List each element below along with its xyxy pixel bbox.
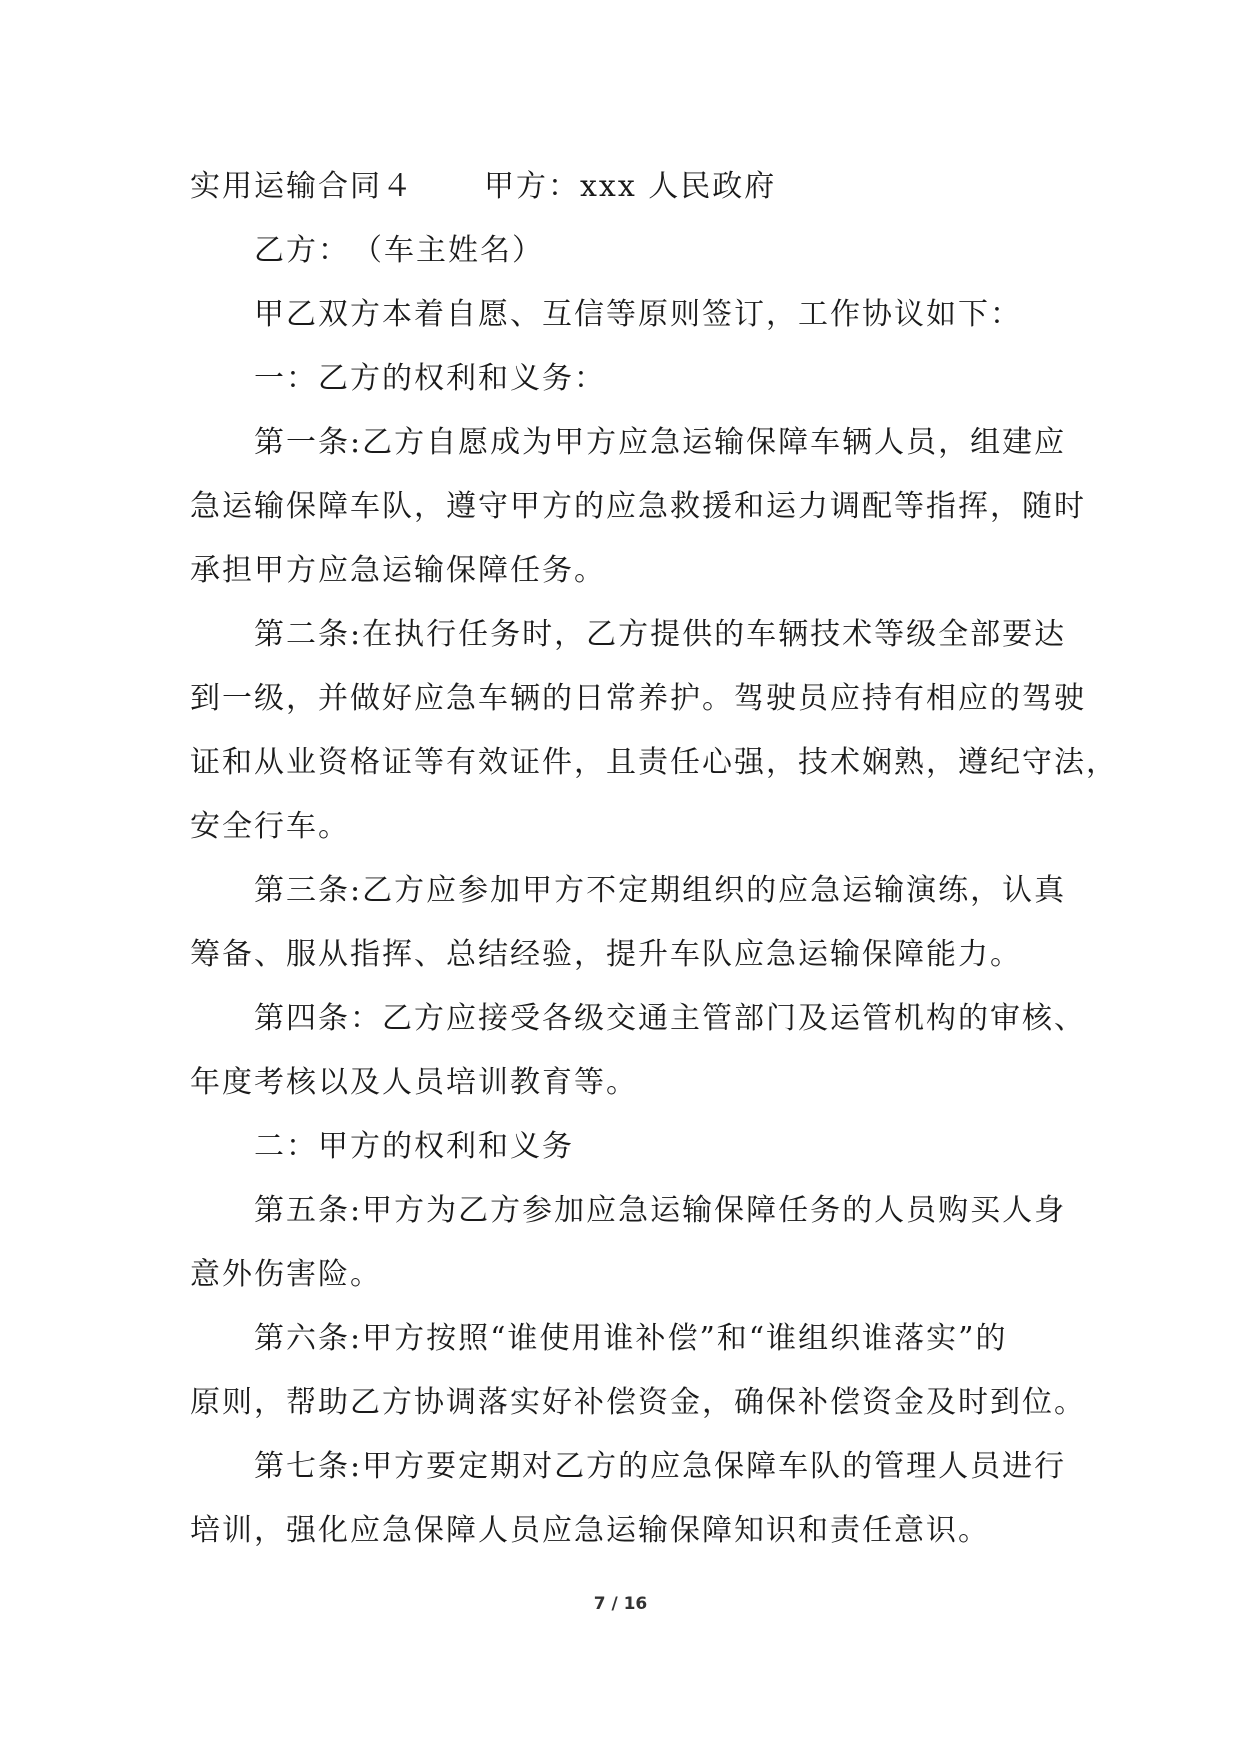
article-line: 急运输保障车队，遵守甲方的应急救援和运力调配等指挥，随时 (190, 489, 1086, 524)
intro-paragraph: 甲乙双方本着自愿、互信等原则签订，工作协议如下： (254, 297, 1022, 332)
document-body (190, 155, 1118, 1563)
article-line: 第一条:乙方自愿成为甲方应急运输保障车辆人员，组建应 (254, 425, 1067, 460)
article-4 (190, 987, 1086, 1115)
article-3 (190, 859, 1070, 987)
party-b: 乙方： （车主姓名） (254, 233, 544, 268)
section-2-heading: 二：甲方的权利和义务 (254, 1129, 574, 1164)
document-title: 实用运输合同４ (190, 169, 414, 204)
title-line (190, 155, 1070, 219)
article-5 (190, 1179, 1070, 1307)
section-1-heading: 一：乙方的权利和义务： (254, 361, 606, 396)
article-line: 安全行车。 (190, 809, 350, 844)
article-line: 原则，帮助乙方协调落实好补偿资金，确保补偿资金及时到位。 (190, 1385, 1086, 1420)
article-line: 证和从业资格证等有效证件，且责任心强，技术娴熟，遵纪守法， (190, 745, 1118, 780)
article-line: 第七条:甲方要定期对乙方的应急保障车队的管理人员进行 (254, 1449, 1067, 1484)
article-2 (190, 603, 1118, 859)
article-line: 到一级，并做好应急车辆的日常养护。驾驶员应持有相应的驾驶 (190, 681, 1086, 716)
article-line: 第二条:在执行任务时，乙方提供的车辆技术等级全部要达 (254, 617, 1067, 652)
article-line: 年度考核以及人员培训教育等。 (190, 1065, 638, 1100)
article-line: 培训，强化应急保障人员应急运输保障知识和责任意识。 (190, 1513, 990, 1548)
article-line: 筹备、服从指挥、总结经验，提升车队应急运输保障能力。 (190, 937, 1022, 972)
article-line: 第五条:甲方为乙方参加应急运输保障任务的人员购买人身 (254, 1193, 1067, 1228)
article-line: 第六条:甲方按照“谁使用谁补偿”和“谁组织谁落实”的 (254, 1321, 1008, 1356)
page-number: 7 / 16 (593, 1594, 648, 1614)
article-line: 承担甲方应急运输保障任务。 (190, 553, 606, 588)
article-6 (190, 1307, 1086, 1435)
article-line: 第三条:乙方应参加甲方不定期组织的应急运输演练，认真 (254, 873, 1067, 908)
article-line: 第四条：乙方应接受各级交通主管部门及运管机构的审核、 (254, 1001, 1086, 1036)
party-a: 甲方：xxx 人民政府 (484, 169, 777, 204)
article-line: 意外伤害险。 (190, 1257, 382, 1292)
article-1 (190, 411, 1086, 603)
article-7 (190, 1435, 1070, 1563)
